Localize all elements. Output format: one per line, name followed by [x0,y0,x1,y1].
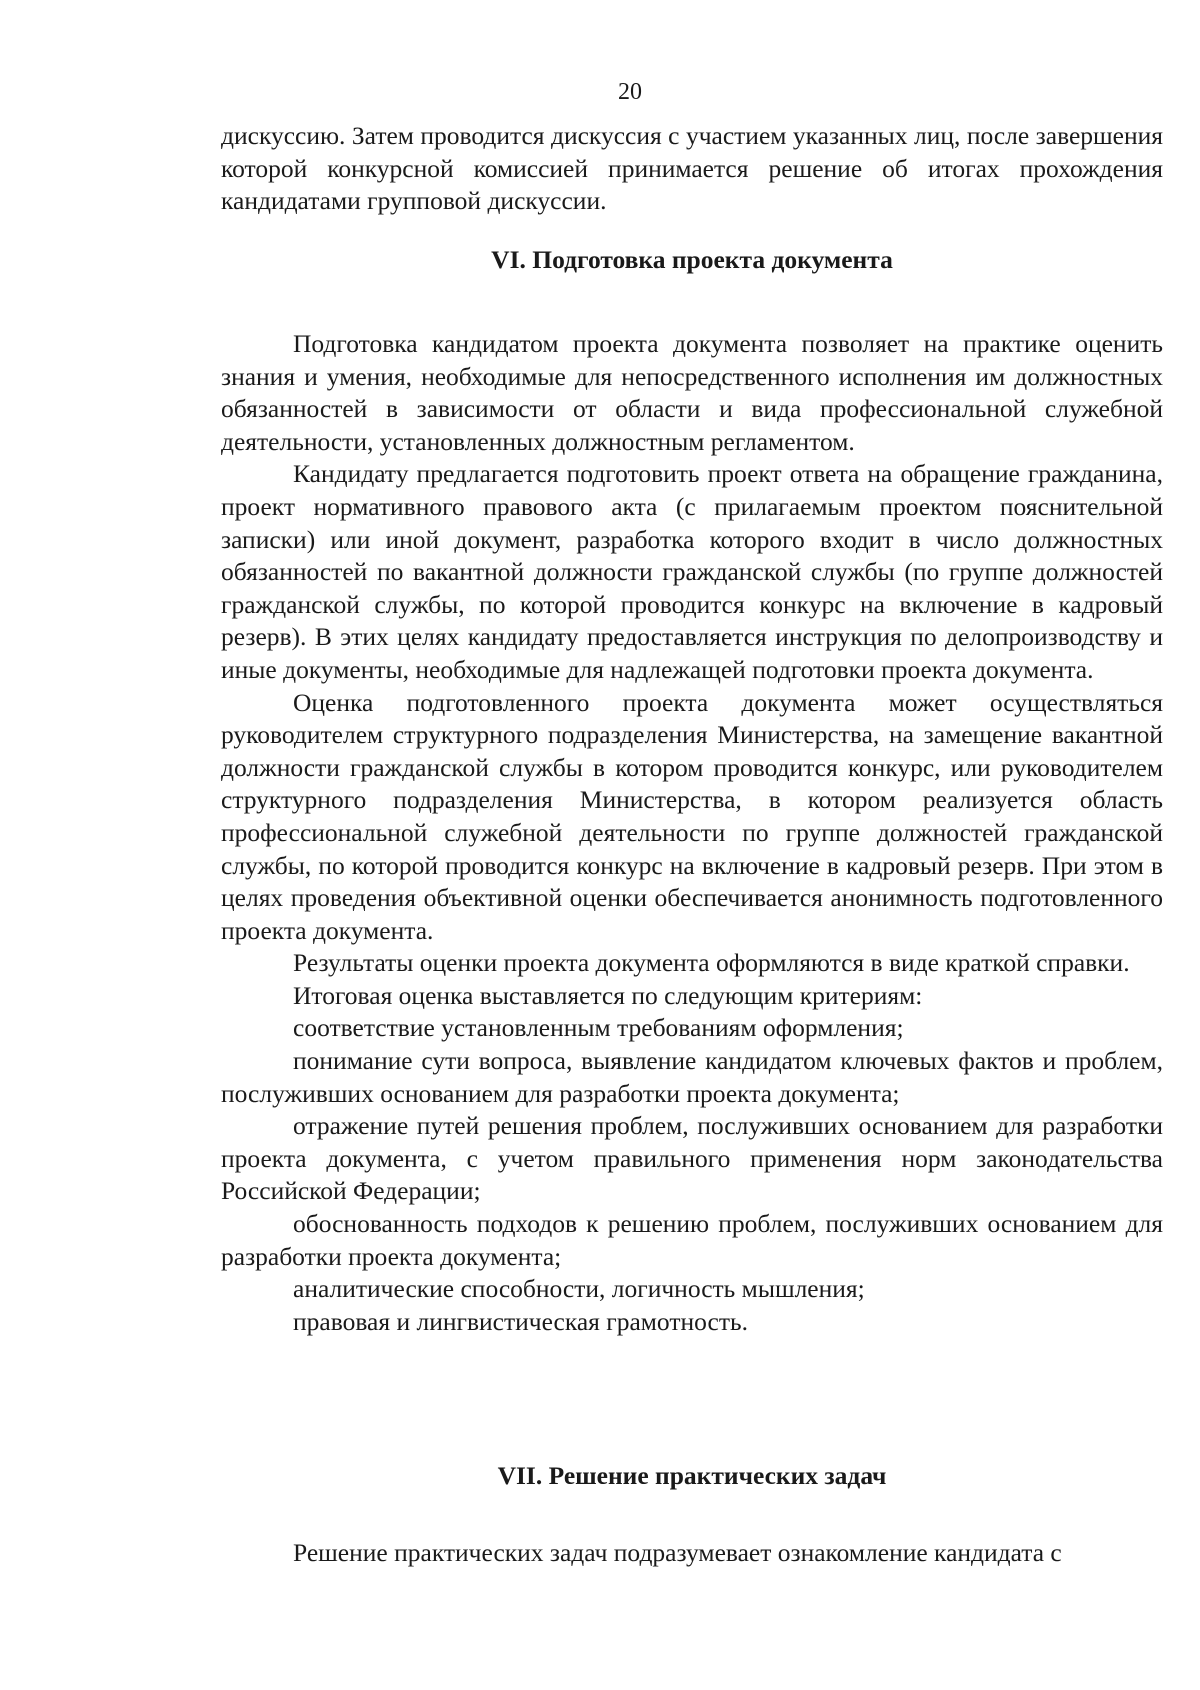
section-heading-7: VII. Решение практических задач [497,1461,887,1490]
criteria-item: соответствие установленным требованиям оформления; [293,1013,904,1043]
paragraph: Результаты оценки проекта документа оформляются в виде краткой справки. [293,948,1130,978]
section-6-body [221,328,1163,1338]
paragraph: дискуссию. Затем проводится дискуссия с участием указанных лиц, после завершения которой конкурсной комиссией принимается решение об итогах прохождения кандидатами групповой дискуссии. [221,121,1163,216]
section-7-body [221,1537,1163,1570]
criteria-item: аналитические способности, логичность мышления; [293,1274,865,1304]
paragraph: Подготовка кандидатом проекта документа позволяет на практике оценить знания и умения, необходимые для непосредственного исполнения им должностных обязанностей в зависимости от области и вида профессиональной служебной деятельности, установленных должностным регламентом. [221,329,1163,456]
criteria-item: правовая и лингвистическая грамотность. [293,1306,748,1336]
intro-text [221,120,1163,218]
section-heading-6: VI. Подготовка проекта документа [491,245,893,274]
page-number: 20 [618,79,642,105]
criteria-item: понимание сути вопроса, выявление кандидатом ключевых фактов и проблем, послуживших основанием для разработки проекта документа; [221,1046,1163,1108]
paragraph: Кандидату предлагается подготовить проект ответа на обращение гражданина, проект нормативного правового акта (с прилагаемым проектом пояснительной записки) или иной документ, разработка которого входит в число должностных обязанностей по вакантной должности гражданской службы (по группе должностей гражданской службы, по которой проводится конкурс на включение в кадровый резерв). В этих целях кандидату предоставляется инструкция по делопроизводству и иные документы, необходимые для надлежащей подготовки проекта документа. [221,459,1163,684]
criteria-intro: Итоговая оценка выставляется по следующим критериям: [293,980,923,1010]
criteria-item: отражение путей решения проблем, послуживших основанием для разработки проекта документа, с учетом правильного применения норм законодательства Российской Федерации; [221,1111,1163,1206]
paragraph: Оценка подготовленного проекта документа может осуществляться руководителем структурного подразделения Министерства, на замещение вакантной должности гражданской службы в котором проводится конкурс, или руководителем структурного подразделения Министерства, в котором реализуется область профессиональной служебной деятельности по группе должностей гражданской службы, по которой проводится конкурс на включение в кадровый резерв. При этом в целях проведения объективной оценки обеспечивается анонимность подготовленного проекта документа. [221,687,1163,945]
paragraph: Решение практических задач подразумевает ознакомление кандидата с [293,1538,1062,1567]
criteria-item: обоснованность подходов к решению проблем, послуживших основанием для разработки проекта документа; [221,1209,1163,1271]
